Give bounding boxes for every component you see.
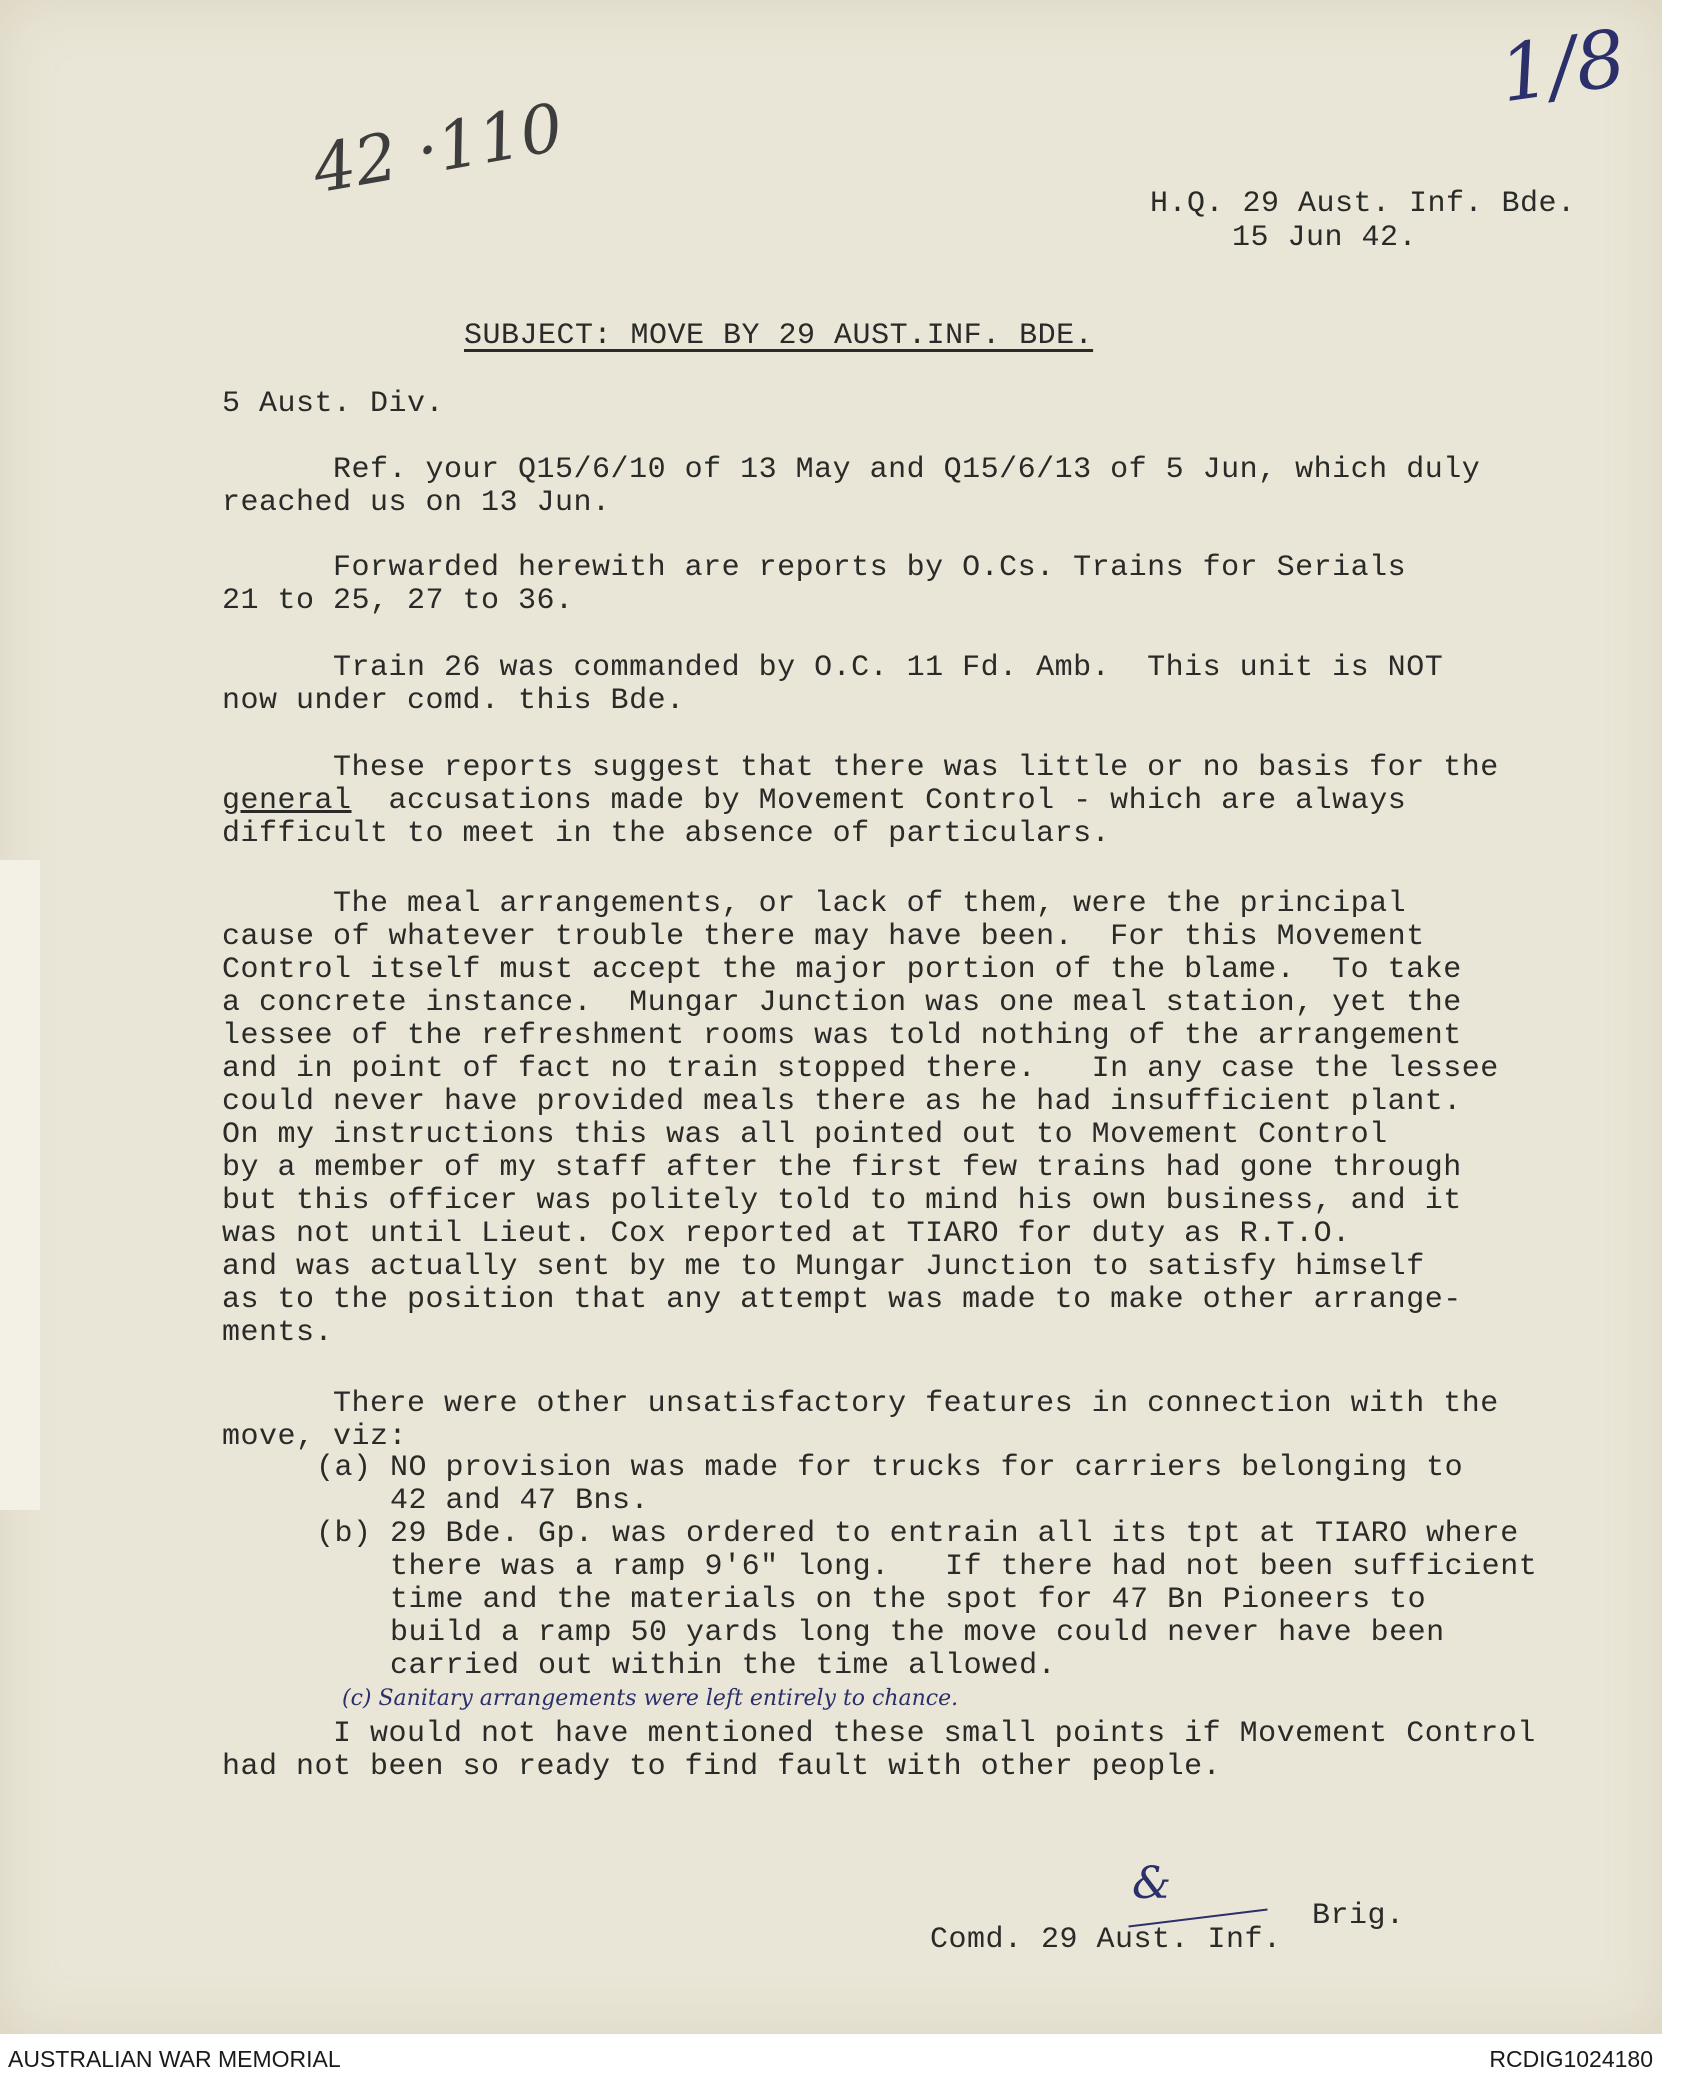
signatory-title: Comd. 29 Aust. Inf. xyxy=(930,1923,1282,1957)
letterhead-hq: H.Q. 29 Aust. Inf. Bde. xyxy=(1150,187,1576,221)
file-number: 42 ·110 xyxy=(307,88,569,209)
torn-paper-edge xyxy=(0,860,40,1510)
handwritten-item-c: (c) Sanitary arrangements were left entirely to chance. xyxy=(342,1686,959,1711)
footer-source: AUSTRALIAN WAR MEMORIAL xyxy=(8,2046,341,2072)
subject-line: SUBJECT: MOVE BY 29 AUST.INF. BDE. xyxy=(464,319,1094,353)
paragraph-reference: Ref. your Q15/6/10 of 13 May and Q15/6/13 of 5 Jun, which duly reached us on 13 Jun. xyxy=(222,453,1481,520)
paragraph-reports xyxy=(222,752,1499,851)
signatory-rank: Brig. xyxy=(1312,1899,1405,1933)
paragraph-reports-line-1: These reports suggest that there was little or no basis for the xyxy=(222,751,1499,785)
signature: & xyxy=(1132,1858,1172,1909)
paragraph-train-26: Train 26 was commanded by O.C. 11 Fd. Amb. This unit is NOT now under comd. this Bde. xyxy=(222,651,1444,718)
folio-number: 1/8 xyxy=(1494,13,1632,121)
addressee: 5 Aust. Div. xyxy=(222,387,445,421)
letter-date: 15 Jun 42. xyxy=(1232,221,1418,255)
feature-list: (a) NO provision was made for trucks for carriers belonging to 42 and 47 Bns. (b) 29 Bde. Gp. was ordered to entrain all its tpt at TIARO where there was a ramp 9'6" long. If there had not been sufficient time and the materials on the spot for 47 Bn Pioneers to build a ramp 50 yards long the move could never have been carried out within the time allowed. xyxy=(316,1451,1538,1683)
paragraph-closing: I would not have mentioned these small points if Movement Control had not been so ready to find fault with other people. xyxy=(222,1717,1536,1784)
paragraph-other-features: There were other unsatisfactory features in connection with the move, viz: xyxy=(222,1387,1499,1454)
paragraph-reports-line-2: accusations made by Movement Control - which are always xyxy=(351,784,1407,818)
underlined-word-general: general xyxy=(222,784,352,818)
footer-record-id: RCDIG1024180 xyxy=(1489,2046,1653,2072)
paragraph-meal-arrangements: The meal arrangements, or lack of them, were the principal cause of whatever trouble there may have been. For this Movement Control itself must accept the major portion of the blame. To take a concrete instance. Mungar Junction was one meal station, yet the lessee of the refreshment rooms was told nothing of the arrangement and in point of fact no train stopped there. In any case the lessee could never have provided meals there as he had insufficient plant. On my instructions this was all pointed out to Movement Control by a member of my staff after the first few trains had gone through but this officer was politely told to mind his own business, and it was not until Lieut. Cox reported at TIARO for duty as R.T.O. and was actually sent by me to Mungar Junction to satisfy himself as to the position that any attempt was made to make other arrange- ments. xyxy=(222,887,1499,1350)
paragraph-reports-line-3: difficult to meet in the absence of particulars. xyxy=(222,817,1111,851)
paragraph-forwarded: Forwarded herewith are reports by O.Cs. Trains for Serials 21 to 25, 27 to 36. xyxy=(222,551,1407,618)
